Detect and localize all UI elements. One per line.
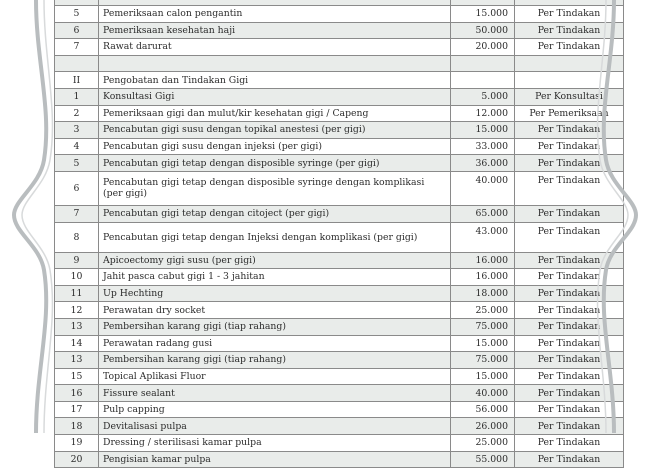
- row-price: 55.000: [451, 451, 515, 468]
- row-unit: Per Tindakan: [515, 401, 624, 418]
- tariff-document: [54, 0, 609, 468]
- table-row: [55, 171, 624, 205]
- row-number: 12: [55, 302, 99, 319]
- table-row: [55, 335, 624, 352]
- row-description: Konsultasi Gigi: [99, 88, 451, 105]
- row-unit: Per Pemeriksaan: [515, 105, 624, 122]
- tariff-table: [54, 0, 624, 468]
- row-description: Fissure sealant: [99, 385, 451, 402]
- row-description: Jahit pasca cabut gigi 1 - 3 jahitan: [99, 269, 451, 286]
- row-unit: Per Tindakan: [515, 285, 624, 302]
- table-row: [55, 155, 624, 172]
- row-unit: Per Tindakan: [515, 205, 624, 222]
- row-price: 25.000: [451, 435, 515, 452]
- row-price: 20.000: [451, 39, 515, 56]
- row-description: Pencabutan gigi tetap dengan citoject (per gigi): [99, 205, 451, 222]
- row-number: 19: [55, 435, 99, 452]
- row-number: 15: [55, 368, 99, 385]
- table-row: [55, 435, 624, 452]
- row-unit: Per Tindakan: [515, 222, 624, 252]
- row-number: 13: [55, 318, 99, 335]
- row-description: Pencabutan gigi susu dengan topikal anestesi (per gigi): [99, 122, 451, 139]
- row-price: 56.000: [451, 401, 515, 418]
- row-number: 16: [55, 385, 99, 402]
- table-row: [55, 88, 624, 105]
- row-price: 15.000: [451, 122, 515, 139]
- row-number: 13: [55, 352, 99, 369]
- table-row: [55, 302, 624, 319]
- table-row: [55, 72, 624, 89]
- row-description: Pemeriksaan gigi dan mulut/kir kesehatan gigi / Capeng: [99, 105, 451, 122]
- tariff-table-body: [55, 0, 624, 468]
- row-price: [451, 72, 515, 89]
- row-number: 5: [55, 6, 99, 23]
- row-unit: Per Tindakan: [515, 418, 624, 435]
- table-row: [55, 368, 624, 385]
- row-description: Pembersihan karang gigi (tiap rahang): [99, 352, 451, 369]
- row-unit: Per Konsultasi: [515, 88, 624, 105]
- table-row: [55, 352, 624, 369]
- row-unit: Per Tindakan: [515, 335, 624, 352]
- row-number: 2: [55, 105, 99, 122]
- row-description: [99, 55, 451, 72]
- table-row: [55, 401, 624, 418]
- table-row: [55, 318, 624, 335]
- row-price: 33.000: [451, 138, 515, 155]
- row-number: 1: [55, 88, 99, 105]
- row-number: [55, 55, 99, 72]
- row-unit: Per Tindakan: [515, 302, 624, 319]
- row-price: 75.000: [451, 352, 515, 369]
- row-number: 14: [55, 335, 99, 352]
- row-description: Pulp capping: [99, 401, 451, 418]
- row-description: Pembersihan karang gigi (tiap rahang): [99, 318, 451, 335]
- row-price: 15.000: [451, 335, 515, 352]
- row-price: 15.000: [451, 6, 515, 23]
- row-unit: Per Tindakan: [515, 451, 624, 468]
- row-number: 18: [55, 418, 99, 435]
- row-unit: Per Tindakan: [515, 138, 624, 155]
- row-unit: [515, 55, 624, 72]
- row-price: 36.000: [451, 155, 515, 172]
- table-row: [55, 39, 624, 56]
- row-number: 10: [55, 269, 99, 286]
- table-row: [55, 269, 624, 286]
- row-number: 9: [55, 252, 99, 269]
- table-row: [55, 105, 624, 122]
- row-description: Perawatan radang gusi: [99, 335, 451, 352]
- row-price: 75.000: [451, 318, 515, 335]
- row-description: Pencabutan gigi tetap dengan disposible syringe (per gigi): [99, 155, 451, 172]
- row-price: 5.000: [451, 88, 515, 105]
- row-unit: Per Tindakan: [515, 155, 624, 172]
- row-description: Pencabutan gigi tetap dengan Injeksi dengan komplikasi (per gigi): [99, 222, 451, 252]
- table-row: [55, 418, 624, 435]
- row-unit: Per Tindakan: [515, 368, 624, 385]
- row-unit: Per Tindakan: [515, 171, 624, 205]
- row-unit: Per Tindakan: [515, 252, 624, 269]
- row-price: 26.000: [451, 418, 515, 435]
- row-description: Dressing / sterilisasi kamar pulpa: [99, 435, 451, 452]
- row-price: 18.000: [451, 285, 515, 302]
- row-description: Pencabutan gigi tetap dengan disposible syringe dengan komplikasi (per gigi): [99, 171, 451, 205]
- row-unit: Per Tindakan: [515, 318, 624, 335]
- table-row: [55, 285, 624, 302]
- row-number: 3: [55, 122, 99, 139]
- row-number: II: [55, 72, 99, 89]
- row-price: 40.000: [451, 385, 515, 402]
- row-unit: Per Tindakan: [515, 435, 624, 452]
- table-row: [55, 55, 624, 72]
- row-description: Topical Aplikasi Fluor: [99, 368, 451, 385]
- row-price: 40.000: [451, 171, 515, 205]
- table-row: [55, 6, 624, 23]
- row-price: 16.000: [451, 269, 515, 286]
- row-number: 20: [55, 451, 99, 468]
- row-price: 50.000: [451, 22, 515, 39]
- row-description: Up Hechting: [99, 285, 451, 302]
- row-price: 12.000: [451, 105, 515, 122]
- row-unit: Per Tindakan: [515, 352, 624, 369]
- row-description: Perawatan dry socket: [99, 302, 451, 319]
- row-number: 7: [55, 39, 99, 56]
- row-number: 5: [55, 155, 99, 172]
- row-description: Rawat darurat: [99, 39, 451, 56]
- row-unit: Per Tindakan: [515, 269, 624, 286]
- table-row: [55, 222, 624, 252]
- row-number: 6: [55, 171, 99, 205]
- row-price: 65.000: [451, 205, 515, 222]
- table-row: [55, 451, 624, 468]
- table-row: [55, 138, 624, 155]
- row-number: 6: [55, 22, 99, 39]
- row-unit: Per Tindakan: [515, 6, 624, 23]
- row-price: 25.000: [451, 302, 515, 319]
- row-number: 4: [55, 138, 99, 155]
- row-description: Pemeriksaan calon pengantin: [99, 6, 451, 23]
- row-number: 7: [55, 205, 99, 222]
- row-number: 17: [55, 401, 99, 418]
- table-row: [55, 385, 624, 402]
- row-unit: Per Tindakan: [515, 39, 624, 56]
- table-row: [55, 252, 624, 269]
- row-number: 8: [55, 222, 99, 252]
- row-price: 43.000: [451, 222, 515, 252]
- row-price: 15.000: [451, 368, 515, 385]
- row-description: Pengobatan dan Tindakan Gigi: [99, 72, 451, 89]
- table-row: [55, 22, 624, 39]
- row-description: Pemeriksaan kesehatan haji: [99, 22, 451, 39]
- table-row: [55, 205, 624, 222]
- row-unit: Per Tindakan: [515, 122, 624, 139]
- row-description: Pengisian kamar pulpa: [99, 451, 451, 468]
- row-price: [451, 55, 515, 72]
- row-unit: Per Tindakan: [515, 22, 624, 39]
- row-unit: [515, 72, 624, 89]
- row-description: Apicoectomy gigi susu (per gigi): [99, 252, 451, 269]
- row-description: Pencabutan gigi susu dengan injeksi (per gigi): [99, 138, 451, 155]
- row-price: 16.000: [451, 252, 515, 269]
- row-description: Devitalisasi pulpa: [99, 418, 451, 435]
- row-number: 11: [55, 285, 99, 302]
- table-row: [55, 122, 624, 139]
- row-unit: Per Tindakan: [515, 385, 624, 402]
